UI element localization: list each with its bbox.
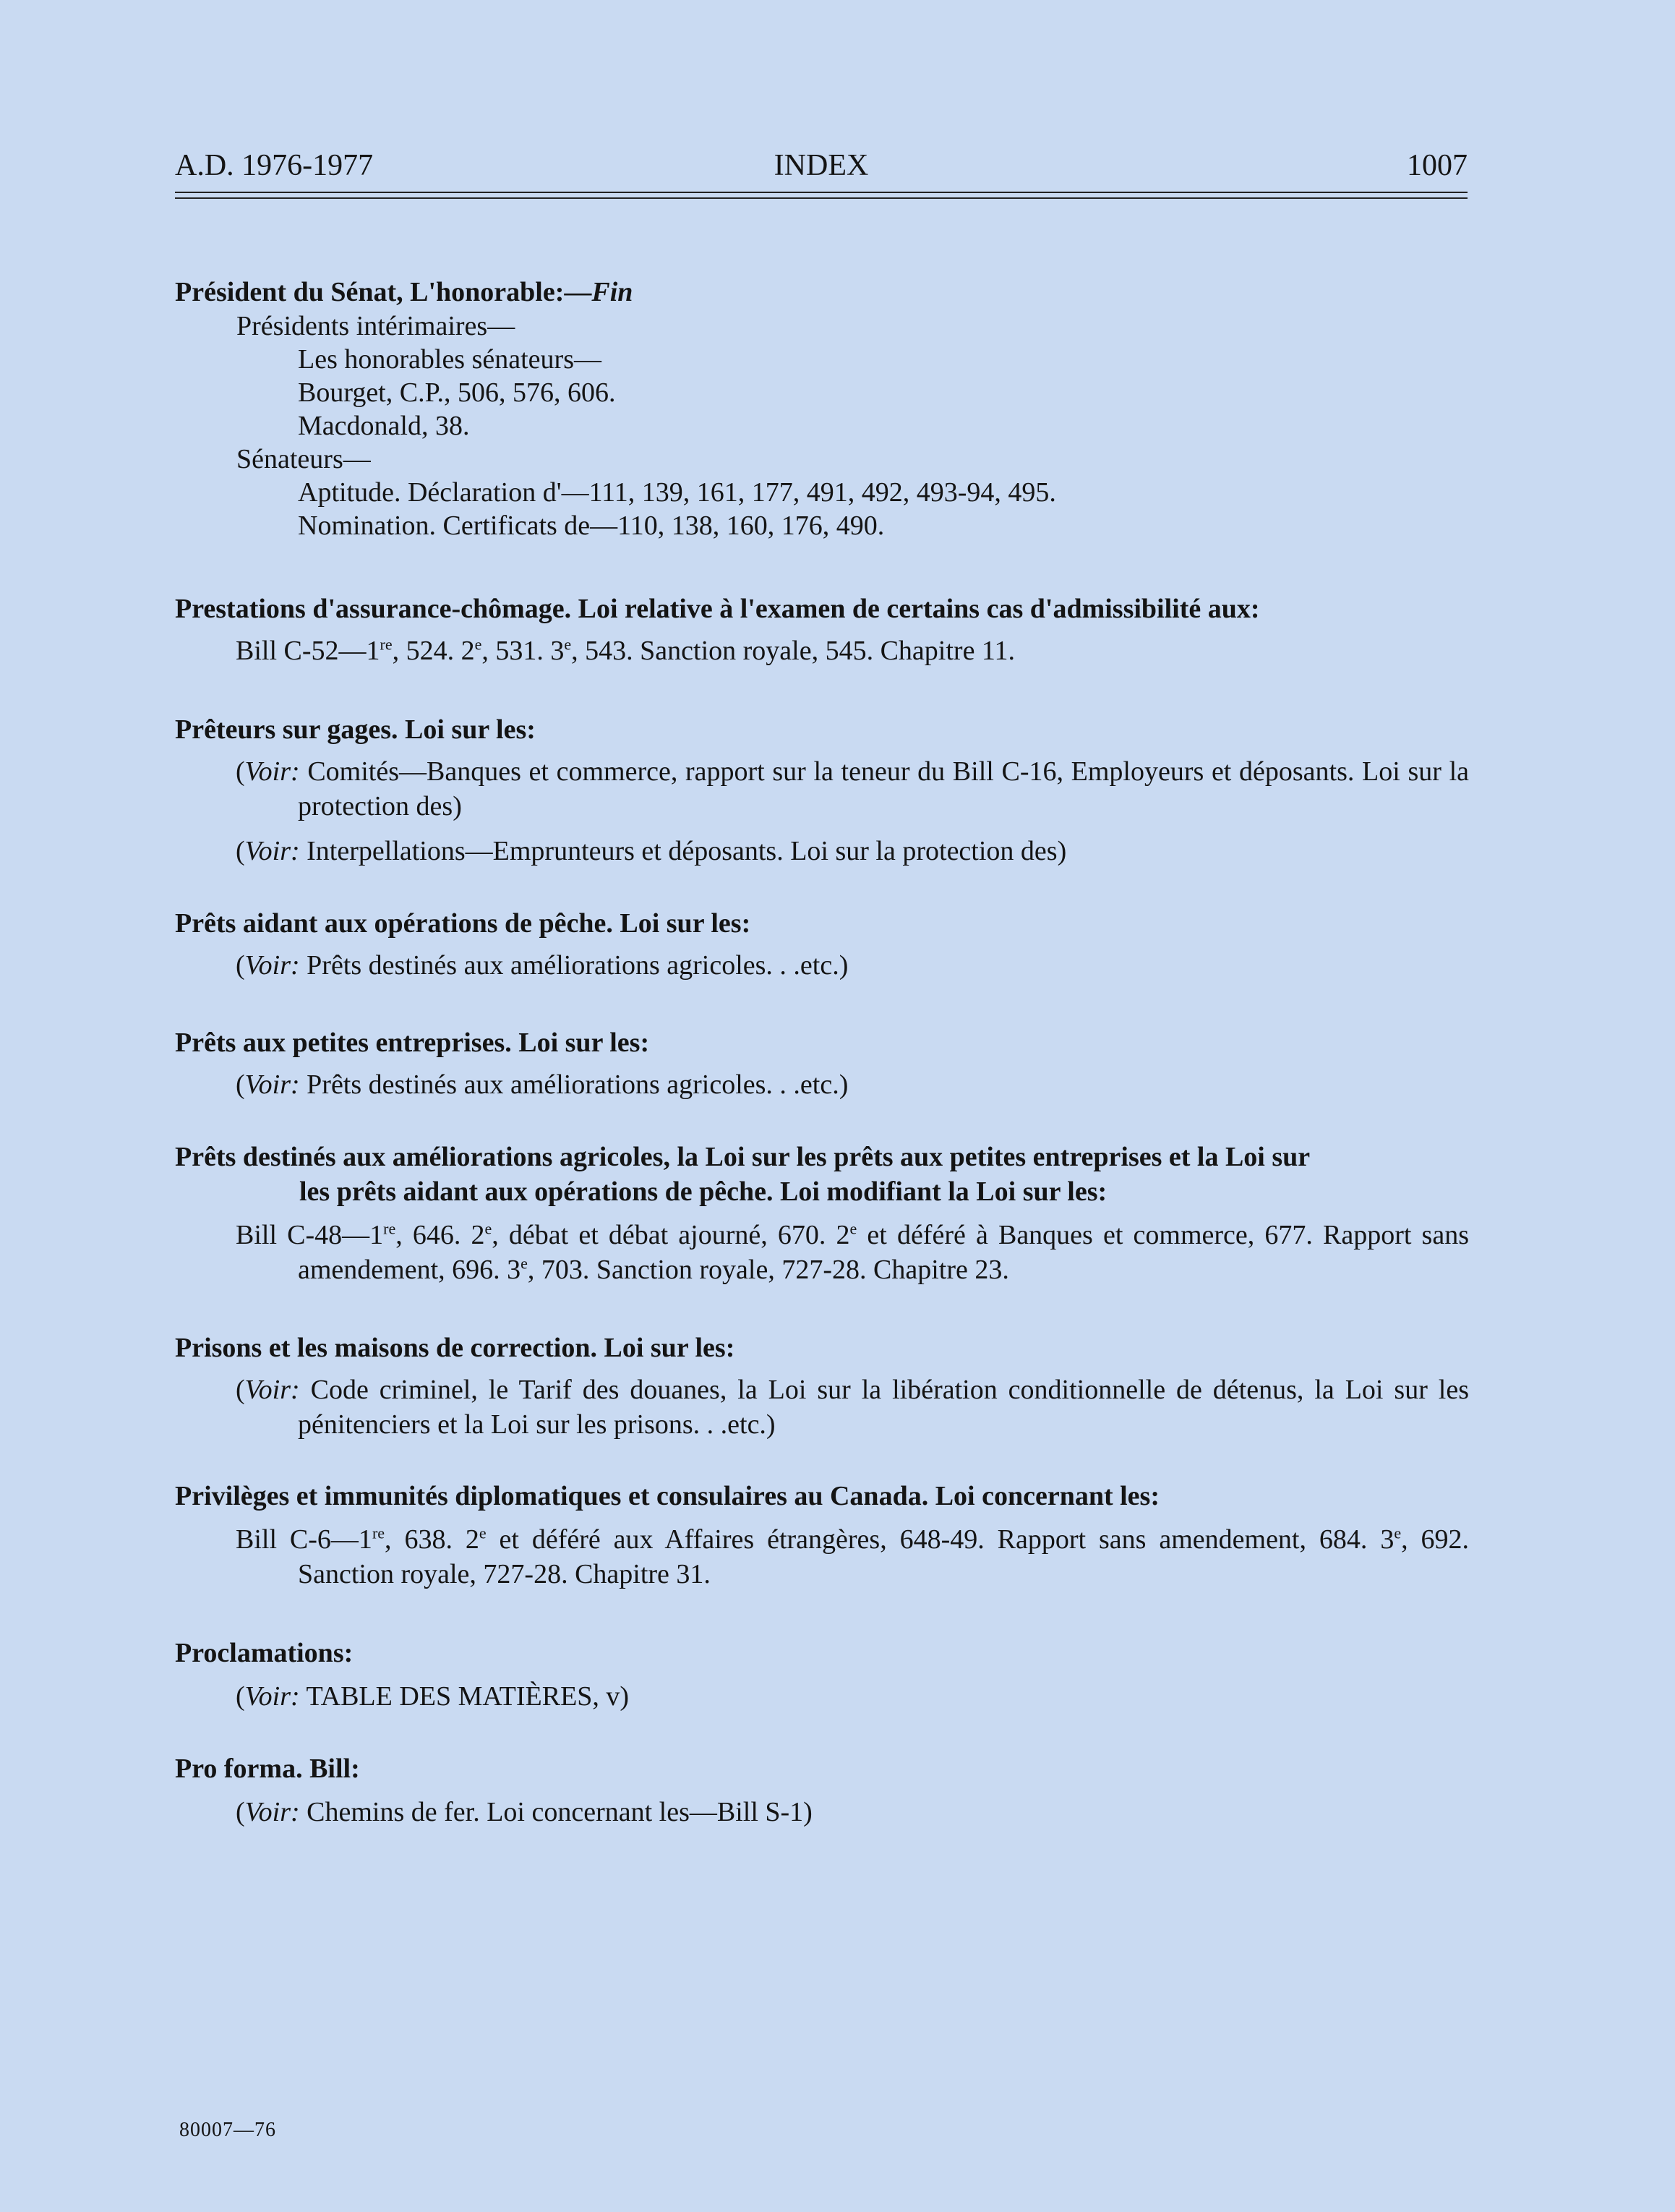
see-reference: (Voir: TABLE DES MATIÈRES, v): [236, 1681, 630, 1712]
entry-prestations: [175, 592, 1469, 668]
entry-proclamations: [175, 1636, 1469, 1714]
see-reference: (Voir: Comités—Banques et commerce, rapport sur la teneur du Bill C-16, Employeurs et déposants. Loi sur la protection des): [236, 756, 1469, 821]
entry-line: Sénateurs—: [236, 444, 371, 474]
entry-president-senat: [175, 275, 1469, 542]
bill-history: Bill C-52—1re, 524. 2e, 531. 3e, 543. Sanction royale, 545. Chapitre 11.: [236, 635, 1016, 666]
entry-heading: Prêts aux petites entreprises. Loi sur les:: [175, 1028, 650, 1058]
bill-history: Bill C-48—1re, 646. 2e, débat et débat ajourné, 670. 2e et déféré à Banques et commerce, 677. Rapport sans amendement, 696. 3e, 703. Sanction royale, 727-28. Chapitre 23.: [236, 1219, 1470, 1285]
entry-preteurs: [175, 712, 1469, 868]
see-reference: (Voir: Prêts destinés aux améliorations agricoles. . .etc.): [236, 1069, 849, 1100]
header-years: A.D. 1976-1977: [175, 149, 374, 182]
entry-heading: Proclamations:: [175, 1638, 354, 1668]
entry-prets-petites: [175, 1025, 1469, 1102]
header-rule-bottom: [175, 197, 1468, 199]
entry-heading: Prêts destinés aux améliorations agricoles, la Loi sur les prêts aux petites entreprises et la Loi sur: [175, 1142, 1311, 1172]
entry-line: Bourget, C.P., 506, 576, 606.: [298, 377, 616, 408]
bill-history: Bill C-6—1re, 638. 2e et déféré aux Affaires étrangères, 648-49. Rapport sans amendement, 684. 3e, 692. Sanction royale, 727-28. Chapitre 31.: [236, 1524, 1470, 1589]
see-reference: (Voir: Chemins de fer. Loi concernant les—Bill S-1): [236, 1797, 813, 1827]
entry-line: Aptitude. Déclaration d'—111, 139, 161, 177, 491, 492, 493-94, 495.: [298, 477, 1056, 508]
header-title: INDEX: [774, 149, 869, 182]
entry-pro-forma: [175, 1751, 1469, 1829]
entry-heading: Privilèges et immunités diplomatiques et consulaires au Canada. Loi concernant les:: [175, 1481, 1160, 1511]
entry-prets-agricoles: [175, 1140, 1469, 1287]
print-code: 80007—76: [179, 2119, 276, 2141]
entry-line: Les honorables sénateurs—: [298, 344, 601, 375]
entry-heading: Prêts aidant aux opérations de pêche. Loi sur les:: [175, 908, 751, 939]
page-number: 1007: [1407, 149, 1468, 182]
entry-heading: Président du Sénat, L'honorable:—Fin: [175, 277, 633, 307]
entry-line: Nomination. Certificats de—110, 138, 160, 176, 490.: [298, 511, 885, 541]
entry-line: Présidents intérimaires—: [236, 311, 515, 341]
header-rule-top: [175, 192, 1468, 193]
see-reference: (Voir: Prêts destinés aux améliorations agricoles. . .etc.): [236, 950, 849, 981]
entry-line: Macdonald, 38.: [298, 411, 470, 441]
entry-heading: Prestations d'assurance-chômage. Loi relative à l'examen de certains cas d'admissibilité aux:: [175, 594, 1260, 624]
entry-heading: Pro forma. Bill:: [175, 1754, 360, 1784]
see-reference: (Voir: Code criminel, le Tarif des douanes, la Loi sur la libération conditionnelle de détenus, la Loi sur les pénitenciers et la Loi sur les prisons. . .etc.): [236, 1375, 1469, 1440]
entry-heading: Prisons et les maisons de correction. Loi sur les:: [175, 1333, 735, 1363]
entry-heading-continued: les prêts aidant aux opérations de pêche. Loi modifiant la Loi sur les:: [299, 1177, 1108, 1207]
page-header: [175, 148, 1468, 192]
entry-prets-peche: [175, 906, 1469, 983]
see-reference: (Voir: Interpellations—Emprunteurs et déposants. Loi sur la protection des): [236, 836, 1067, 866]
entry-heading: Prêteurs sur gages. Loi sur les:: [175, 714, 536, 745]
entry-prisons: [175, 1331, 1469, 1442]
entry-privileges: [175, 1479, 1469, 1592]
